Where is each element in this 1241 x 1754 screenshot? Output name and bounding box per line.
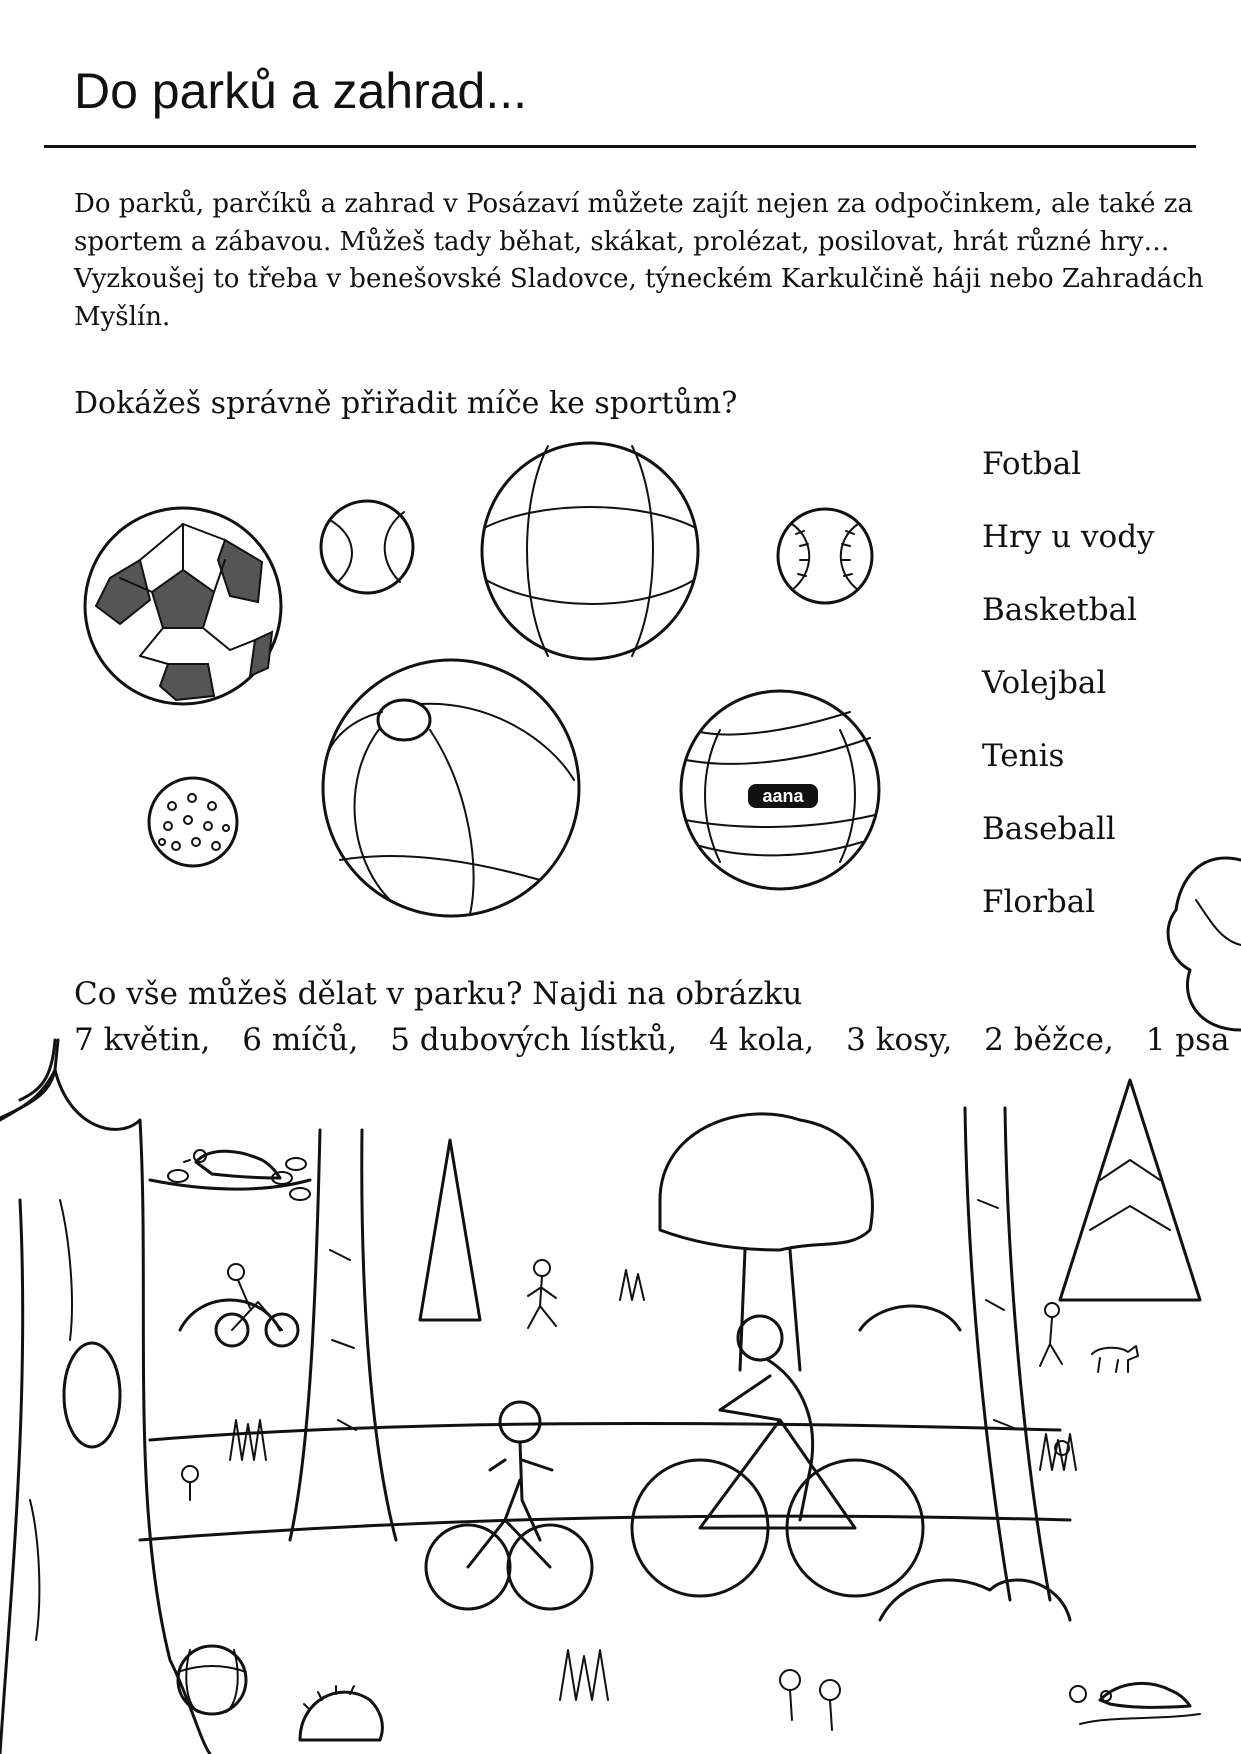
- find-item: 6 míčů,: [242, 1022, 359, 1058]
- sport-item: Basketbal: [982, 592, 1137, 628]
- bush-icon: [1168, 858, 1241, 1030]
- tree-trunk-icon: [0, 1040, 210, 1754]
- intro-line: sportem a zábavou. Můžeš tady běhat, skákat, prolézat, posilovat, hrát různé hry…: [74, 226, 1170, 257]
- runner-icon: [528, 1260, 556, 1328]
- find-item: 3 kosy,: [846, 1022, 953, 1058]
- runner-icon: [1040, 1303, 1062, 1366]
- sport-item: Fotbal: [982, 446, 1082, 482]
- sport-item: Tenis: [982, 738, 1065, 774]
- basketball-icon: [178, 1646, 246, 1714]
- bicycle-icon: [632, 1410, 923, 1596]
- dog-icon: [1092, 1346, 1138, 1372]
- sport-item: Hry u vody: [982, 519, 1155, 555]
- page-title: Do parků a zahrad...: [74, 63, 528, 119]
- intro-line: Vyzkoušej to třeba v benešovské Sladovce, týneckém Karkulčině háji nebo Zahradách: [74, 264, 1204, 294]
- find-item: 5 dubových lístků,: [390, 1022, 678, 1058]
- sport-item: Florbal: [982, 884, 1096, 920]
- blackbird-icon: [1080, 1683, 1200, 1724]
- volleyball-brand: aana: [762, 786, 804, 806]
- sport-item: Baseball: [982, 811, 1116, 847]
- find-item: 1 psa: [1145, 1022, 1230, 1058]
- matching-question: Dokážeš správně přiřadit míče ke sportům?: [74, 386, 738, 421]
- flower-icon: [182, 1441, 1086, 1730]
- grass-icon: [230, 1270, 1076, 1700]
- find-item: 4 kola,: [708, 1022, 815, 1058]
- willow-tree-icon: [660, 1114, 872, 1370]
- find-intro: Co vše můžeš dělat v parku? Najdi na obrázku: [74, 976, 803, 1012]
- sport-item: Volejbal: [982, 665, 1107, 701]
- intro-line: Myšlín.: [74, 301, 171, 332]
- oak-leaf-icon: [168, 1158, 310, 1200]
- tree-trunk-icon: [965, 1108, 1050, 1600]
- tree-trunk-icon: [290, 1130, 396, 1540]
- pine-tree-icon: [420, 1080, 1200, 1320]
- park-path: [140, 1423, 1070, 1540]
- bicycle-icon: [426, 1480, 592, 1609]
- hedgehog-icon: [300, 1686, 382, 1740]
- intro-line: Do parků, parčíků a zahrad v Posázaví můžete zajít nejen za odpočinkem, ale také za: [74, 189, 1193, 219]
- find-item: 2 běžce,: [984, 1022, 1114, 1058]
- find-item: 7 květin,: [74, 1022, 211, 1058]
